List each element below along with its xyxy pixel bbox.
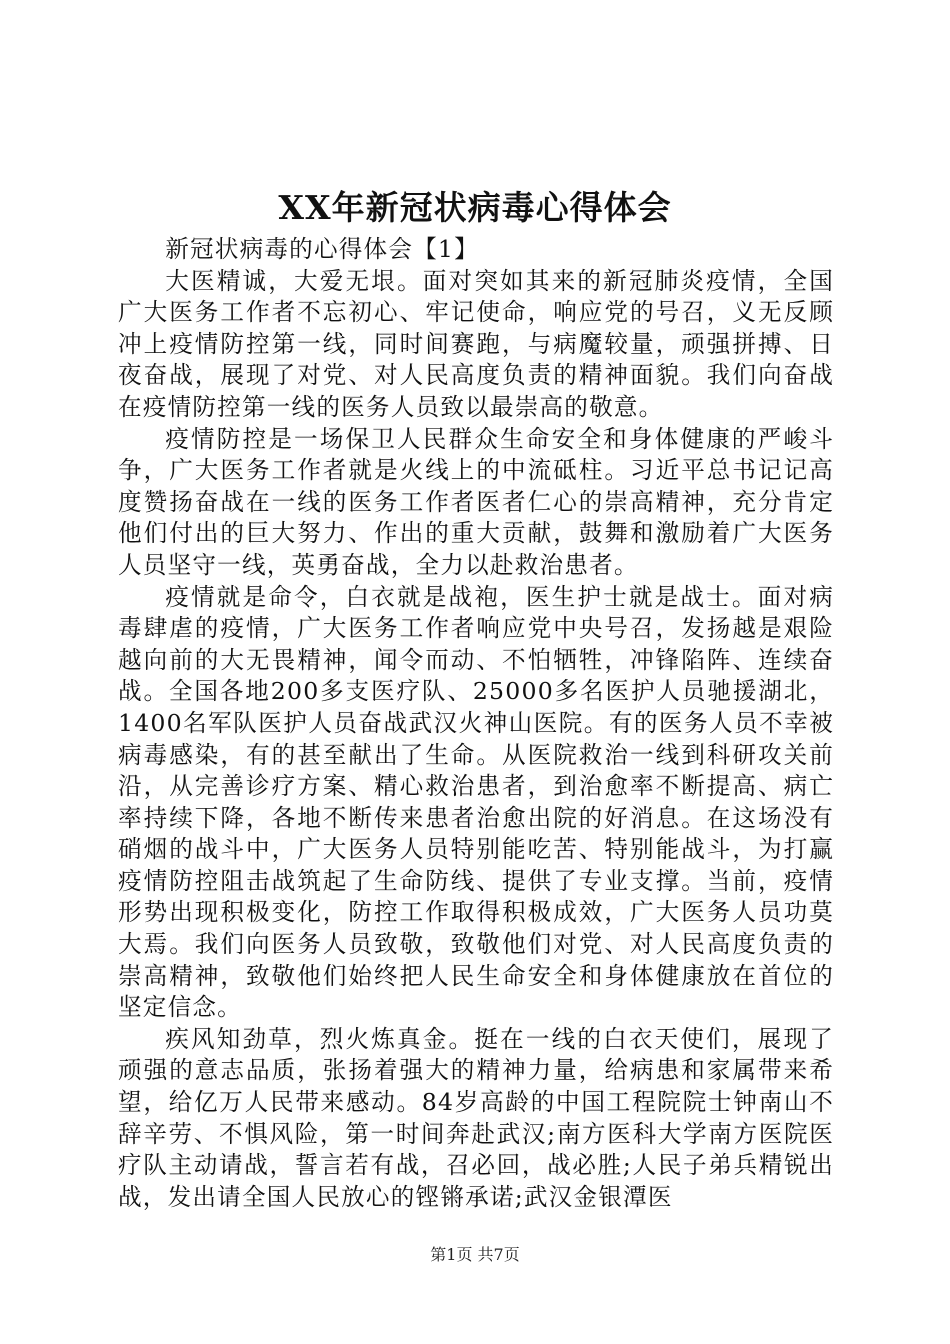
paragraph: 疾风知劲草，烈火炼真金。挺在一线的白衣天使们，展现了顽强的意志品质，张扬着强大的精神力量，给病患和家属带来希望，给亿万人民带来感动。84岁高龄的中国工程院院士钟南山不辞辛劳、不惧风险，第一时间奔赴武汉;南方医科大学南方医院医疗队主动请战，誓言若有战，召必回，战必胜;人民子弟兵精锐出战，发出请全国人民放心的铿锵承诺;武汉金银潭医 [118,1024,834,1211]
paragraph: 疫情防控是一场保卫人民群众生命安全和身体健康的严峻斗争，广大医务工作者就是火线上的中流砥柱。习近平总书记记高度赞扬奋战在一线的医务工作者医者仁心的崇高精神，充分肯定他们付出的巨大努力、作出的重大贡献，鼓舞和激励着广大医务人员坚守一线，英勇奋战，全力以赴救治患者。 [118,424,834,579]
page-footer: 第1页 共7页 [430,1245,520,1264]
paragraph: 大医精诚，大爱无垠。面对突如其来的新冠肺炎疫情，全国广大医务工作者不忘初心、牢记使命，响应党的号召，义无反顾冲上疫情防控第一线，同时间赛跑，与病魔较量，顽强拼搏、日夜奋战，展现了对党、对人民高度负责的精神面貌。我们向奋战在疫情防控第一线的医务人员致以最崇高的敬意。 [118,266,834,421]
document-body [118,234,834,1213]
document-title: XX年新冠状病毒心得体会 [278,188,672,227]
paragraph: 疫情就是命令，白衣就是战袍，医生护士就是战士。面对病毒肆虐的疫情，广大医务工作者响应党中央号召，发扬越是艰险越向前的大无畏精神，闻令而动、不怕牺牲，冲锋陷阵、连续奋战。全国各地200多支医疗队、25000多名医护人员驰援湖北，1400名军队医护人员奋战武汉火神山医院。有的医务人员不幸被病毒感染，有的甚至献出了生命。从医院救治一线到科研攻关前沿，从完善诊疗方案、精心救治患者，到治愈率不断提高、病亡率持续下降，各地不断传来患者治愈出院的好消息。在这场没有硝烟的战斗中，广大医务人员特别能吃苦、特别能战斗，为打赢疫情防控阻击战筑起了生命防线、提供了专业支撑。当前，疫情形势出现积极变化，防控工作取得积极成效，广大医务人员功莫大焉。我们向医务人员致敬，致敬他们对党、对人民高度负责的崇高精神，致敬他们始终把人民生命安全和身体健康放在首位的坚定信念。 [118,582,834,1022]
paragraph-subtitle: 新冠状病毒的心得体会【1】 [165,235,479,263]
